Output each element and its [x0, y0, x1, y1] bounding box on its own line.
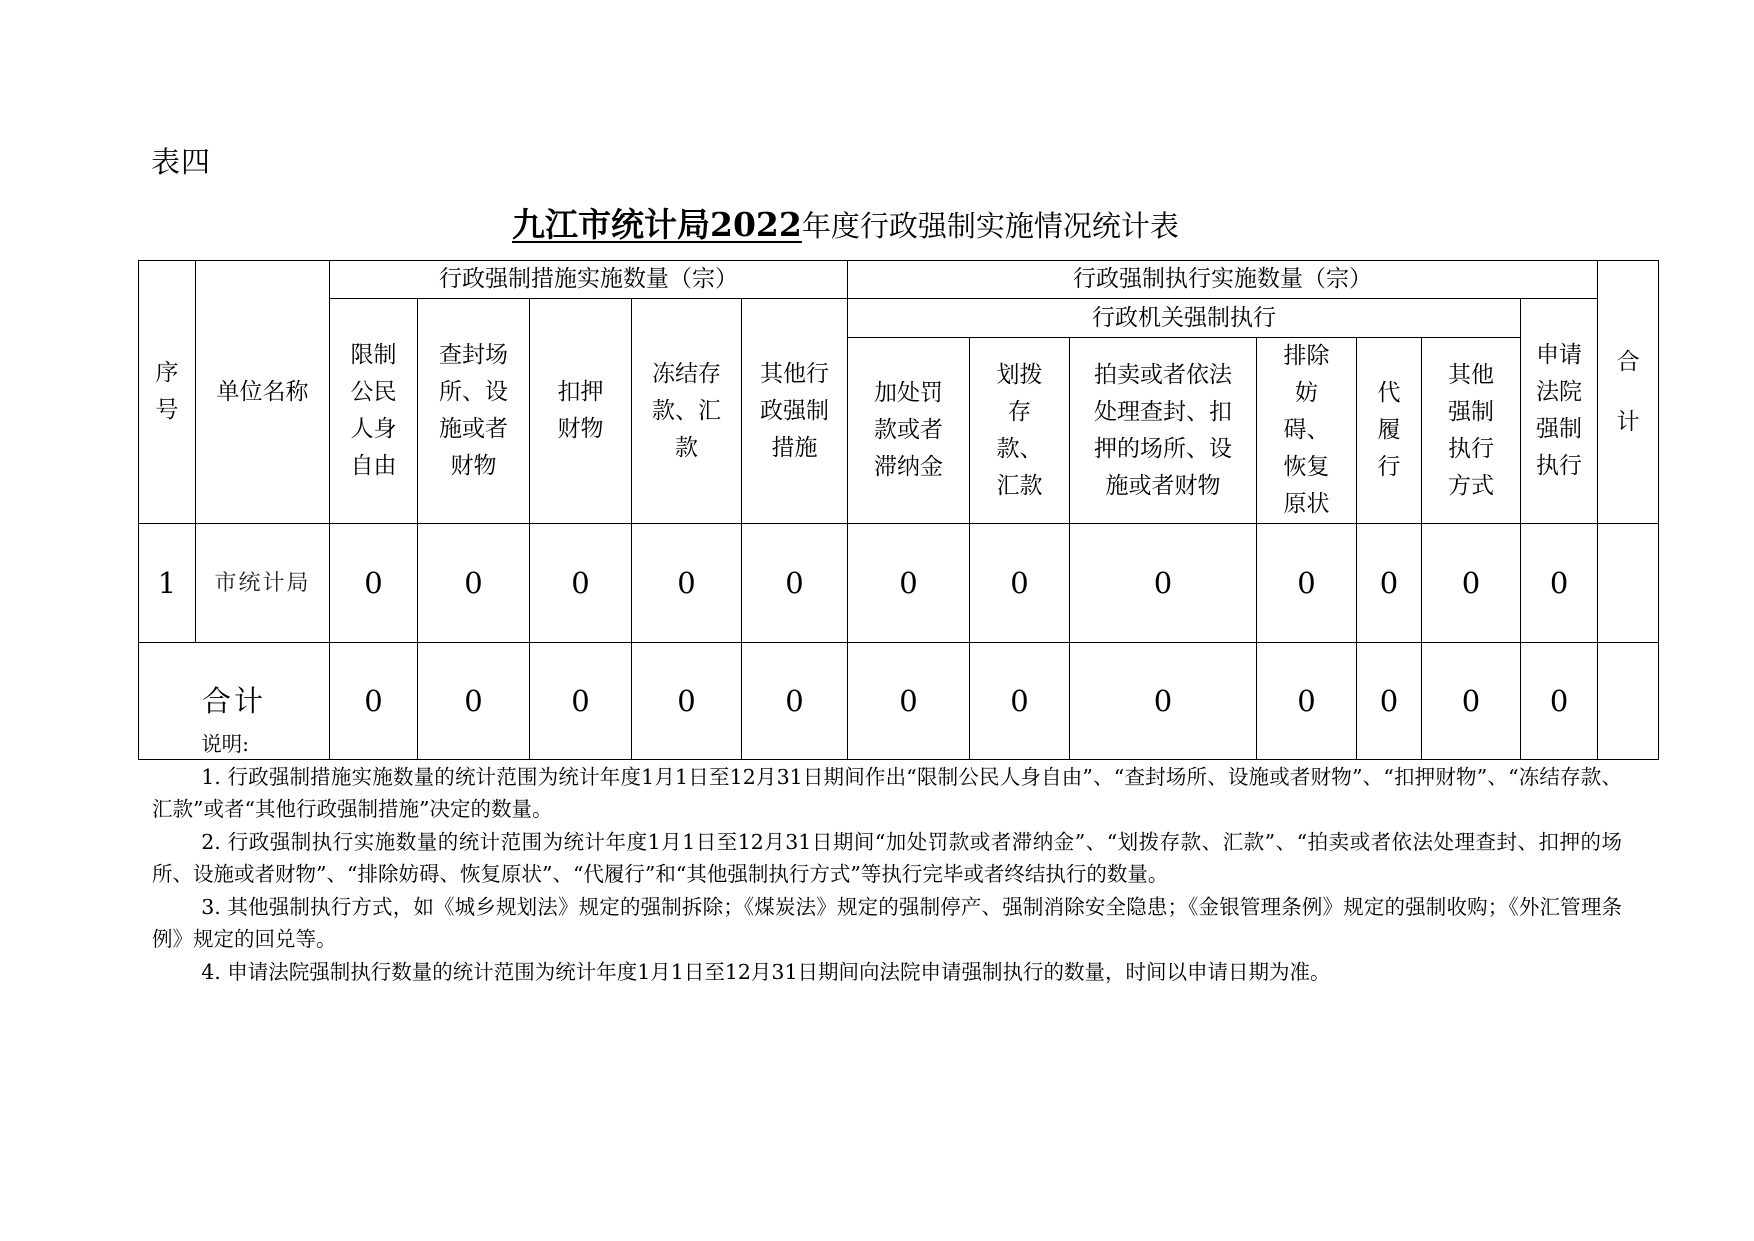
total-value: 0: [330, 643, 418, 760]
note-item: 4. 申请法院强制执行数量的统计范围为统计年度1月1日至12月31日期间向法院申请强制执行的数量，时间以申请日期为准。: [201, 959, 1331, 984]
header-unit-name: 单位名称: [196, 261, 330, 524]
header-exec-fine: 加处罚款或者滞纳金: [848, 338, 970, 524]
row-value: 0: [970, 524, 1070, 643]
row-unit-name: 市统计局: [196, 524, 330, 643]
header-measure-seize-property: 扣押财物: [530, 299, 632, 524]
statistics-table: [138, 260, 1659, 760]
total-value: 0: [1357, 643, 1422, 760]
row-value: 0: [632, 524, 742, 643]
header-measure-other: 其他行政强制措施: [742, 299, 848, 524]
total-value: 0: [848, 643, 970, 760]
row-value: 0: [530, 524, 632, 643]
header-exec-transfer: 划拨存款、汇款: [970, 338, 1070, 524]
row-value: 0: [1357, 524, 1422, 643]
note-item: 2. 行政强制执行实施数量的统计范围为统计年度1月1日至12月31日期间“加处罚款或者滞纳金”、“划拨存款、汇款”、“拍卖或者依法处理查封、扣押的场所、设施或者财物”、“排除妨碍、恢复原状”、“代履行”和“其他强制执行方式”等执行完毕或者终结执行的数量。: [152, 829, 1622, 886]
total-value: 0: [1521, 643, 1598, 760]
row-value: 0: [1422, 524, 1521, 643]
row-value: 0: [742, 524, 848, 643]
header-row-1: [139, 261, 1659, 299]
total-value: 0: [1070, 643, 1257, 760]
row-value: 0: [418, 524, 530, 643]
total-value: 0: [742, 643, 848, 760]
notes-section: [152, 728, 1622, 988]
note-item: 3. 其他强制执行方式，如《城乡规划法》规定的强制拆除；《煤炭法》规定的强制停产、强制消除安全隐患；《金银管理条例》规定的强制收购；《外汇管理条例》规定的回兑等。: [152, 894, 1622, 951]
total-value: 0: [970, 643, 1070, 760]
header-execution-group: 行政强制执行实施数量（宗）: [848, 261, 1598, 299]
page-title: [512, 199, 1252, 246]
total-value: 0: [632, 643, 742, 760]
header-measures-group: 行政强制措施实施数量（宗）: [330, 261, 848, 299]
header-measure-freeze-deposits: 冻结存款、汇款: [632, 299, 742, 524]
total-value: 0: [1422, 643, 1521, 760]
header-exec-remove-obstruction: 排除妨碍、恢复原状: [1257, 338, 1357, 524]
total-value: 0: [1257, 643, 1357, 760]
total-value: 0: [418, 643, 530, 760]
note-item: 1. 行政强制措施实施数量的统计范围为统计年度1月1日至12月31日期间作出“限制公民人身自由”、“查封场所、设施或者财物”、“扣押财物”、“冻结存款、汇款”或者“其他行政强制措施”决定的数量。: [152, 764, 1622, 821]
title-main: 九江市统计局2022: [512, 205, 802, 244]
title-rest: 年度行政强制实施情况统计表: [801, 209, 1179, 243]
header-agency-execution: 行政机关强制执行: [848, 299, 1521, 338]
header-row-2: [139, 299, 1659, 338]
header-measure-seal-premises: 查封场所、设施或者财物: [418, 299, 530, 524]
header-exec-other: 其他强制执行方式: [1422, 338, 1521, 524]
table-label: 表四: [151, 145, 212, 179]
row-seq: 1: [139, 524, 196, 643]
row-total: [1598, 524, 1659, 643]
header-total: 合计: [1598, 261, 1659, 524]
row-value: 0: [330, 524, 418, 643]
row-value: 0: [848, 524, 970, 643]
header-court-apply: 申请法院强制执行: [1521, 299, 1598, 524]
notes-heading: 说明:: [201, 732, 250, 756]
total-value: 0: [530, 643, 632, 760]
row-value: 0: [1257, 524, 1357, 643]
table-row: [139, 524, 1659, 643]
total-row-label: 合计: [139, 643, 330, 760]
header-exec-auction: 拍卖或者依法处理查封、扣押的场所、设施或者财物: [1070, 338, 1257, 524]
header-measure-restrict-freedom: 限制公民人身自由: [330, 299, 418, 524]
header-seq: 序号: [139, 261, 196, 524]
header-exec-substitute: 代履行: [1357, 338, 1422, 524]
row-value: 0: [1070, 524, 1257, 643]
row-value: 0: [1521, 524, 1598, 643]
